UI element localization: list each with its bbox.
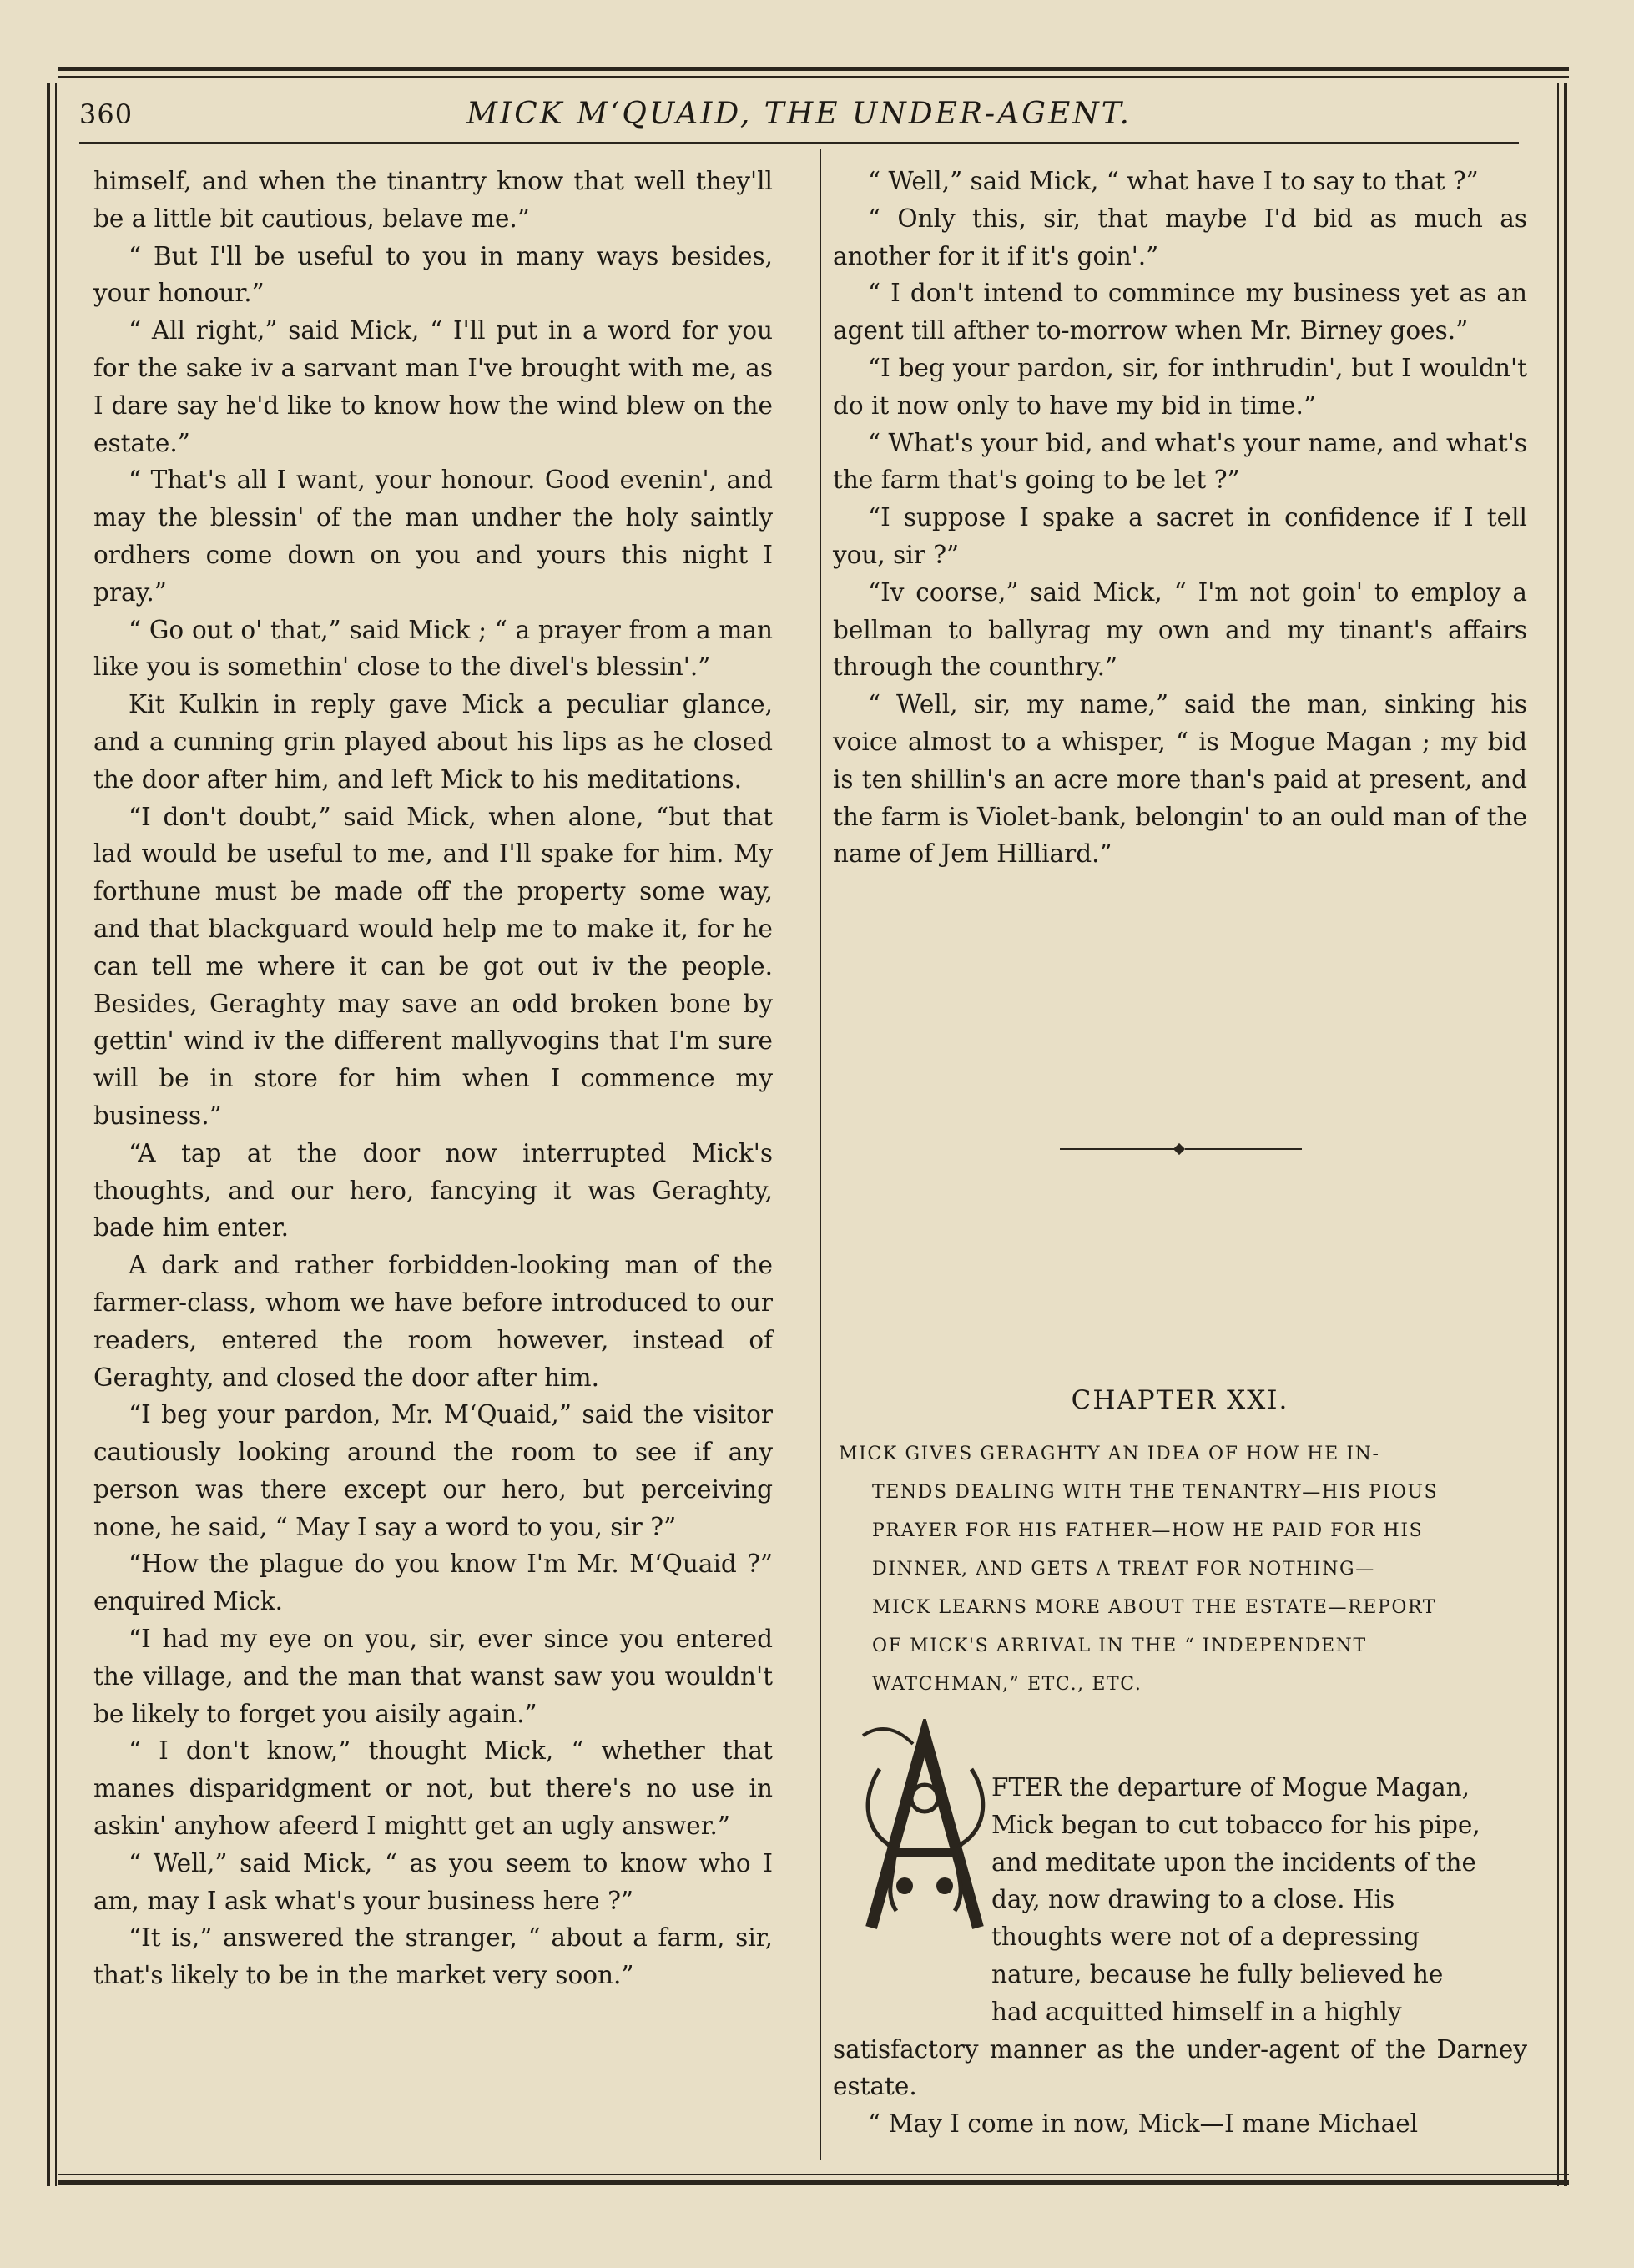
- paragraph: “Iv coorse,” said Mick, “ I'm not goin' to employ a bellman to ballyrag my own and my tinant's affairs through the counthry.”: [833, 577, 1527, 682]
- paragraph: “ What's your bid, and what's your name, and what's the farm that's going to be let ?”: [833, 428, 1527, 495]
- synopsis-line: WATCHMAN,” ETC., ETC.: [872, 1674, 1142, 1695]
- text-line: thoughts were not of a depressing: [991, 1923, 1420, 1952]
- paragraph: “ Well,” said Mick, “ as you seem to know who I am, may I ask what's your business here ?”: [93, 1848, 773, 1915]
- right-border-thin: [1557, 83, 1559, 2186]
- paragraph: “ I don't intend to commince my business yet as an agent till afther to-morrow when Mr. Birney goes.”: [833, 279, 1527, 345]
- chapter-body: [833, 1769, 1527, 2143]
- paragraph: “I beg your pardon, Mr. M‘Quaid,” said the visitor cautiously looking around the room to see if any person was there except our hero, but perceiving none, he said, “ May I say a word to you, sir ?”: [93, 1400, 773, 1541]
- synopsis-line: DINNER, AND GETS A TREAT FOR NOTHING—: [872, 1559, 1375, 1580]
- column-divider: [820, 149, 821, 2160]
- paragraph: “How the plague do you know I'm Mr. M‘Quaid ?” enquired Mick.: [93, 1550, 773, 1616]
- paragraph: “It is,” answered the stranger, “ about a farm, sir, that's likely to be in the market very soon.”: [93, 1923, 773, 1990]
- paragraph: “ Well,” said Mick, “ what have I to say to that ?”: [868, 167, 1479, 195]
- bottom-border-thin: [58, 2174, 1569, 2175]
- paragraph: “ But I'll be useful to you in many ways besides, your honour.”: [93, 241, 773, 308]
- page-header: [79, 92, 1519, 135]
- paragraph: “ Well, sir, my name,” said the man, sinking his voice almost to a whisper, “ is Mogue Magan ; my bid is ten shillin's an acre more than's paid at present, and the farm is Violet-bank, belongin' to an ould man of the name of Jem Hilliard.”: [833, 690, 1527, 869]
- paragraph: himself, and when the tinantry know that well they'll be a little bit cautious, belave me.”: [93, 167, 773, 233]
- chapter-synopsis: [839, 1435, 1530, 1704]
- paragraph: “I suppose I spake a sacret in confidence if I tell you, sir ?”: [833, 503, 1527, 569]
- synopsis-line: OF MICK'S ARRIVAL IN THE “ INDEPENDENT: [872, 1635, 1367, 1656]
- paragraph: A dark and rather forbidden-looking man of the farmer-class, whom we have before introduced to our readers, entered the room however, instead of Geraghty, and closed the door after him.: [93, 1251, 773, 1392]
- text-line: and meditate upon the incidents of the: [991, 1847, 1476, 1877]
- synopsis-line: MICK GIVES GERAGHTY AN IDEA OF HOW HE IN-: [839, 1444, 1380, 1464]
- paragraph: “I don't doubt,” said Mick, when alone, “but that lad would be useful to me, and I'll spake for him. My forthune must be made off the property some way, and that blackguard would help me to make it, for he can tell me where it can be got out iv the people. Besides, Geraghty may save an odd broken bone by gettin' wind iv the different mallyvogins that I'm sure will be in store for him when I commence my business.”: [93, 802, 773, 1130]
- text-line: had acquitted himself in a highly: [991, 1997, 1402, 2026]
- paragraph-continuation: satisfactory manner as the under-agent of the Darney estate.: [833, 2034, 1527, 2101]
- text-line: Mick began to cut tobacco for his pipe,: [991, 1810, 1480, 1839]
- paragraph: “I had my eye on you, sir, ever since you entered the village, and the man that wanst saw you wouldn't be likely to forget you aisily again.”: [93, 1625, 773, 1728]
- section-ornament: [1060, 1147, 1302, 1151]
- paragraph: “ Go out o' that,” said Mick ; “ a prayer from a man like you is somethin' close to the divel's blessin'.”: [93, 615, 773, 682]
- running-title: MICK M‘QUAID, THE UNDER-AGENT.: [466, 97, 1132, 131]
- text-line: nature, because he fully believed he: [991, 1959, 1444, 1988]
- top-border-thin: [58, 76, 1569, 78]
- right-border-thick: [1564, 83, 1567, 2186]
- paragraph: Kit Kulkin in reply gave Mick a peculiar glance, and a cunning grin played about his lips as he closed the door after him, and left Mick to his meditations.: [93, 690, 773, 794]
- bottom-border-thick: [58, 2180, 1569, 2185]
- drop-cap-text-block: [833, 1769, 1527, 2031]
- paragraph: “ May I come in now, Mick—I mane Michael: [868, 2109, 1419, 2139]
- left-border-thick: [47, 83, 50, 2186]
- synopsis-line: MICK LEARNS MORE ABOUT THE ESTATE—REPORT: [872, 1597, 1437, 1618]
- paragraph: “ All right,” said Mick, “ I'll put in a word for you for the sake iv a sarvant man I've brought with me, as I dare say he'd like to know how the wind blew on the estate.”: [93, 316, 773, 457]
- paragraph: “A tap at the door now interrupted Mick's thoughts, and our hero, fancying it was Geraghty, bade him enter.: [93, 1138, 773, 1242]
- header-rule: [79, 142, 1519, 144]
- synopsis-line: TENDS DEALING WITH THE TENANTRY—HIS PIOUS: [872, 1482, 1439, 1503]
- left-column: [93, 163, 773, 1994]
- paragraph: “I beg your pardon, sir, for inthrudin', but I wouldn't do it now only to have my bid in time.”: [833, 353, 1527, 420]
- text-line: FTER the departure of Mogue Magan,: [991, 1773, 1470, 1802]
- right-column: [833, 163, 1527, 873]
- text-line: day, now drawing to a close. His: [991, 1885, 1395, 1914]
- chapter-heading: CHAPTER XXI.: [1071, 1385, 1289, 1415]
- synopsis-line: PRAYER FOR HIS FATHER—HOW HE PAID FOR HIS: [872, 1520, 1424, 1541]
- left-border-thin: [55, 83, 57, 2186]
- top-border-thick: [58, 67, 1569, 71]
- page-number: 360: [79, 98, 134, 130]
- paragraph: “ Only this, sir, that maybe I'd bid as much as another for it if it's goin'.”: [833, 204, 1527, 270]
- paragraph: “ That's all I want, your honour. Good evenin', and may the blessin' of the man undher the holy saintly ordhers come down on you and yours this night I pray.”: [93, 466, 773, 607]
- paragraph: “ I don't know,” thought Mick, “ whether that manes disparidgment or not, but there's no use in askin' anyhow afeerd I mightt get an ugly answer.”: [93, 1736, 773, 1841]
